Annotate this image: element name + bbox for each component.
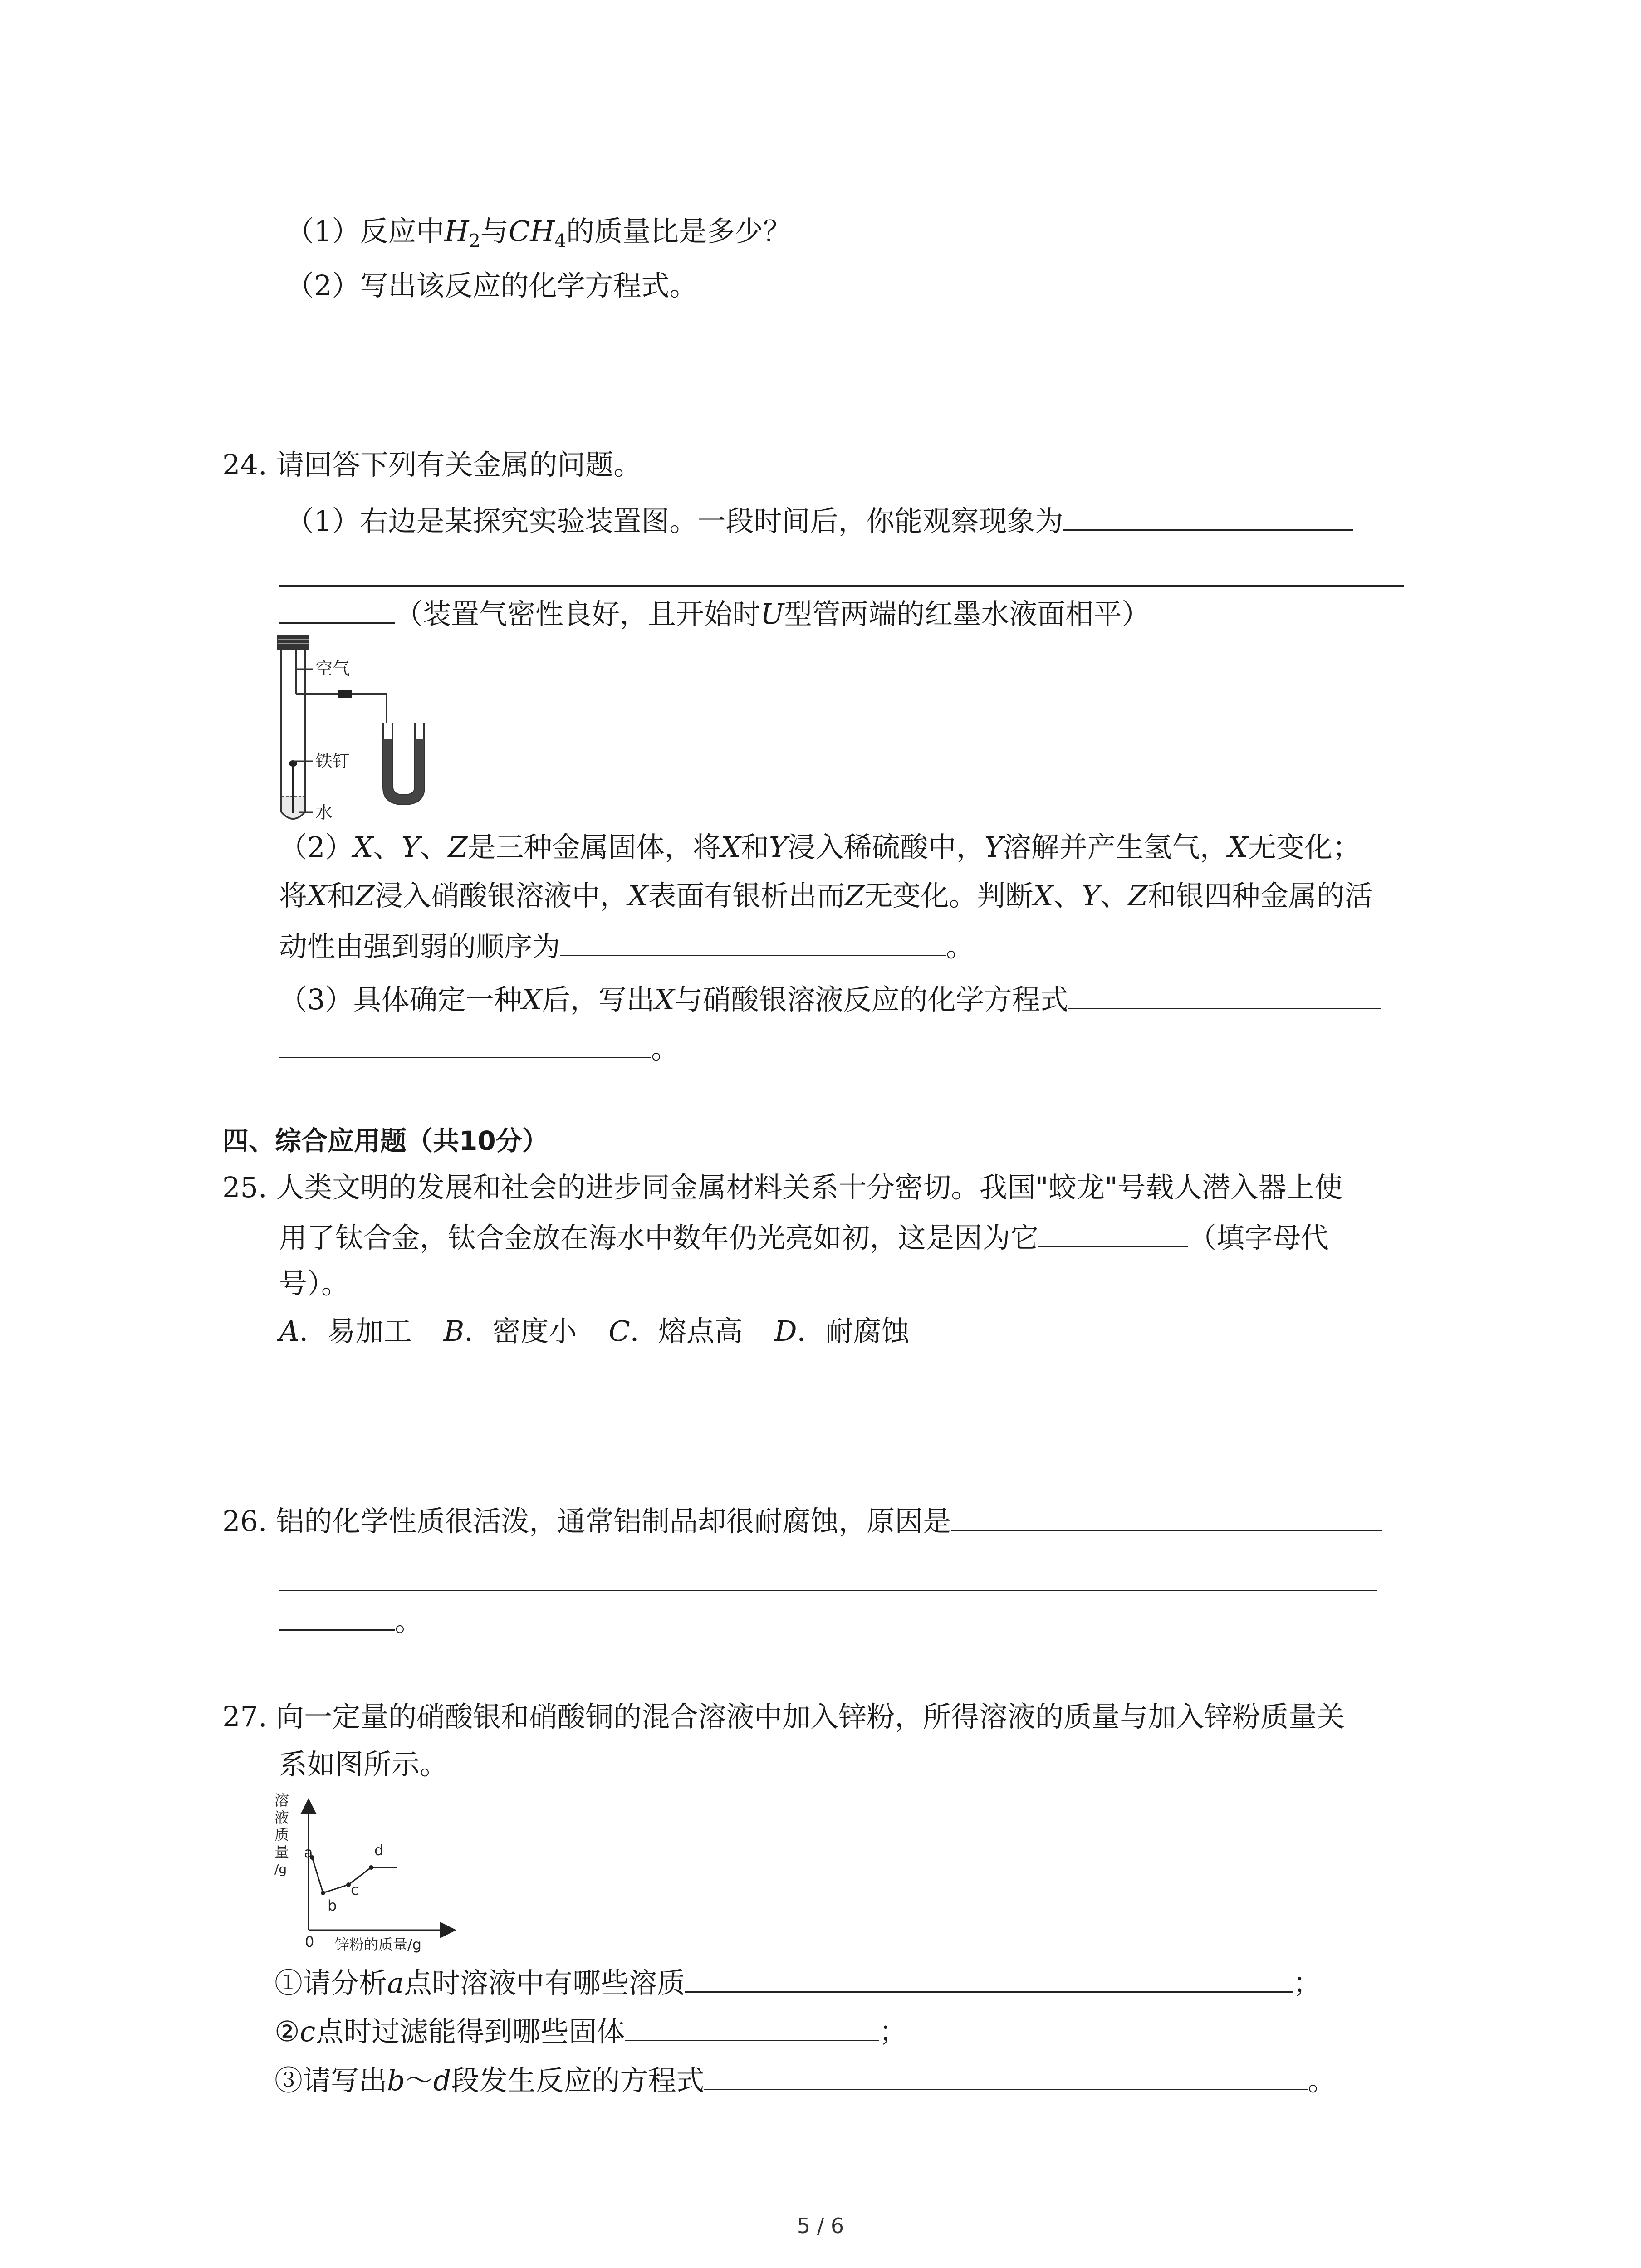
q27-sub3: ③请写出b～d段发生反应的方程式 。 [274,2061,1336,2099]
q27-line1: 27. 向一定量的硝酸银和硝酸铜的混合溶液中加入锌粉，所得溶液的质量与加入锌粉质量关 [222,1700,1345,1733]
q25-blank[interactable] [1038,1218,1188,1247]
q27-line2: 系如图所示。 [279,1748,448,1781]
label-b: b [328,1897,337,1914]
q25-line1: 25. 人类文明的发展和社会的进步同金属材料关系十分密切。我国"蛟龙"号载人潜入器上使 [222,1171,1343,1204]
q24-stem: 24. 请回答下列有关金属的问题。 [222,448,642,481]
page-number: 5 / 6 [797,2214,844,2238]
q27-sub1: ①请分析a点时溶液中有哪些溶质 ； [274,1963,1321,2001]
q23-sub1: （1）反应中$H_2$与$CH_4$的质量比是多少？ [286,215,791,252]
label-air: 空气 [315,659,350,679]
q24-sub2-blank[interactable] [560,927,946,956]
q24-sub3-line1: （3）具体确定一种X后，写出X与硝酸银溶液反应的化学方程式 [279,980,1381,1018]
q24-sub2-line2: 将X和Z浸入硝酸银溶液中，X表面有银析出而Z无变化。判断X、Y、Z和银四种金属的活 [279,879,1373,912]
q27-sub2: ②c点时过滤能得到哪些固体 ； [274,2012,907,2050]
q24-sub1-blank-1[interactable] [1063,501,1353,531]
q27-sub1-blank[interactable] [685,1963,1293,1993]
point-b [321,1891,325,1895]
q26-blank-1[interactable] [951,1501,1382,1531]
q24-sub3-line2: 。 [279,1029,679,1067]
option-a[interactable]: A．易加工 [279,1315,412,1348]
section-title: 四、综合应用题（共10分） [222,1125,549,1156]
clamp [338,690,352,698]
option-b[interactable]: B．密度小 [443,1315,577,1348]
q24-sub3-blank-2[interactable] [279,1029,651,1058]
stopper [277,635,309,650]
q24-sub1-blank-3[interactable] [279,594,395,624]
point-c [346,1882,351,1887]
q25-line3: 号）。 [279,1267,350,1300]
q27-sub3-blank[interactable] [704,2061,1308,2090]
q26-blank-3[interactable] [279,1601,395,1631]
origin-label: 0 [305,1933,314,1950]
q24-sub2-line1: （2）X、Y、Z是三种金属固体，将X和Y浸入稀硫酸中，Y溶解并产生氢气，X无变化； [279,831,1361,864]
mass-graph [290,1794,463,1944]
graph-ylabel: 溶 液 质 量 /g [274,1792,289,1877]
q23-sub2: （2）写出该反应的化学方程式。 [286,269,698,302]
q26-line3: 。 [279,1601,423,1639]
apparatus-figure [268,633,458,828]
label-water: 水 [315,802,333,822]
q26-blank-2[interactable] [279,1590,1377,1591]
q24-sub1-note: （装置气密性良好，且开始时U型管两端的红墨水液面相平） [279,594,1150,632]
label-d: d [374,1842,384,1859]
graph-xlabel: 锌粉的质量/g [335,1936,422,1953]
q27-sub2-blank[interactable] [625,2012,879,2041]
label-nail: 铁钉 [315,751,350,771]
point-d [369,1865,373,1870]
q24-sub1-blank-2[interactable] [279,585,1404,587]
q24-sub2-line3: 动性由强到弱的顺序为 。 [279,927,974,965]
q24-sub3-blank-1[interactable] [1068,980,1381,1009]
q24-sub1-text: （1）右边是某探究实验装置图。一段时间后，你能观察现象为 [286,501,1353,539]
label-c: c [351,1881,359,1898]
option-c[interactable]: C．熔点高 [608,1315,743,1348]
label-a: a [304,1844,313,1861]
q25-options [279,1313,910,1349]
q26-line1: 26. 铝的化学性质很活泼，通常铝制品却很耐腐蚀，原因是 [222,1501,1382,1540]
option-d[interactable]: D．耐腐蚀 [774,1315,910,1348]
q25-line2: 用了钛合金，钛合金放在海水中数年仍光亮如初，这是因为它 （填字母代 [279,1218,1329,1256]
